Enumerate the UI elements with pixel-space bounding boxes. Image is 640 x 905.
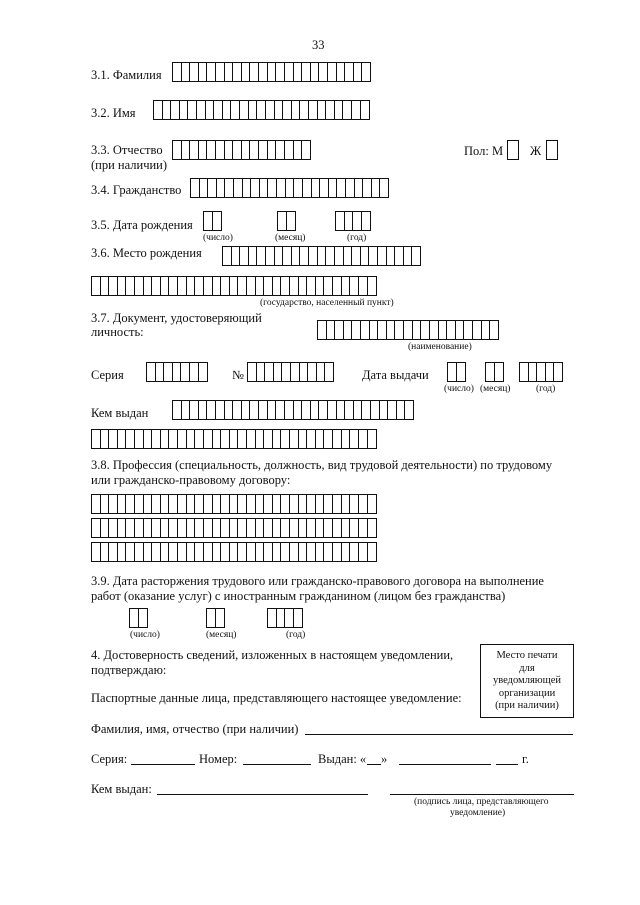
termination-label-1: 3.9. Дата расторжения трудового или гражданско-правового договора на выполнение [91, 574, 544, 588]
gender-label: Пол: М [464, 144, 504, 158]
fio-label: Фамилия, имя, отчество (при наличии) [91, 722, 299, 736]
id-issue-day-caption: (число) [444, 384, 474, 394]
id-series-label: Серия [91, 368, 124, 382]
stamp-place-box [480, 644, 574, 718]
id-issued-by-label: Кем выдан [91, 406, 149, 420]
character-cell[interactable] [404, 400, 414, 420]
character-cell[interactable] [212, 211, 222, 231]
citizenship-label: 3.4. Гражданство [91, 183, 182, 197]
id-document-label: 3.7. Документ, удостоверяющий [91, 311, 262, 325]
signer-series-line[interactable] [131, 764, 195, 765]
stamp-line: (при наличии) [495, 700, 559, 711]
citizenship-cells[interactable] [190, 178, 389, 198]
signature-caption-1: (подпись лица, представляющего [414, 797, 549, 807]
surname-label: 3.1. Фамилия [91, 68, 162, 82]
character-cell[interactable] [379, 178, 389, 198]
fio-line[interactable] [305, 734, 573, 735]
signer-quote-close: » [381, 752, 388, 766]
termination-day-cells[interactable] [129, 608, 148, 628]
birth-month-caption: (месяц) [275, 233, 306, 243]
confirmation-label-1: 4. Достоверность сведений, изложенных в настоящем уведомлении, [91, 648, 454, 662]
character-cell[interactable] [215, 608, 225, 628]
termination-year-cells[interactable] [267, 608, 303, 628]
character-cell[interactable] [489, 320, 499, 340]
patronymic-cells[interactable] [172, 140, 311, 160]
character-cell[interactable] [411, 246, 421, 266]
signer-issued-month-line[interactable] [399, 764, 491, 765]
profession-label-1: 3.8. Профессия (специальность, должность, вид трудовой деятельности) по трудовому [91, 458, 553, 472]
signer-number-line[interactable] [243, 764, 311, 765]
signature-caption-2: уведомление) [450, 808, 506, 818]
character-cell[interactable] [553, 362, 563, 382]
character-cell[interactable] [361, 211, 371, 231]
birth-place-cells-1[interactable] [222, 246, 421, 266]
passport-data-label: Паспортные данные лица, представляющего настоящее уведомление: [91, 691, 462, 705]
birth-month-cells[interactable] [277, 211, 296, 231]
page-number: 33 [312, 38, 325, 52]
stamp-line: для [519, 662, 535, 674]
id-issue-month-cells[interactable] [485, 362, 504, 382]
signer-issued-day-line[interactable] [367, 764, 381, 765]
birth-place-label: 3.6. Место рождения [91, 246, 202, 260]
profession-cells-3[interactable] [91, 542, 377, 562]
surname-cells[interactable] [172, 62, 371, 82]
signature-line[interactable] [390, 794, 574, 795]
id-series-cells[interactable] [146, 362, 208, 382]
gender-male-box[interactable] [507, 140, 519, 160]
stamp-line: уведомляющей [493, 675, 561, 686]
id-issue-day-cells[interactable] [447, 362, 466, 382]
character-cell[interactable] [360, 100, 370, 120]
birth-year-cells[interactable] [335, 211, 371, 231]
character-cell[interactable] [361, 62, 371, 82]
birth-day-cells[interactable] [203, 211, 222, 231]
termination-day-caption: (число) [130, 630, 160, 640]
id-issue-date-label: Дата выдачи [362, 368, 429, 382]
id-issue-year-cells[interactable] [519, 362, 563, 382]
id-issued-by-cells-2[interactable] [91, 429, 377, 449]
character-cell[interactable] [324, 362, 334, 382]
character-cell[interactable] [367, 518, 377, 538]
signer-issued-by-line[interactable] [157, 794, 368, 795]
id-issue-year-caption: (год) [536, 384, 556, 394]
signer-year-suffix: г. [522, 752, 529, 766]
id-number-label: № [232, 368, 244, 382]
birth-date-label: 3.5. Дата рождения [91, 218, 193, 232]
gender-female-label: Ж [530, 144, 542, 158]
character-cell[interactable] [494, 362, 504, 382]
id-document-name-cells[interactable] [317, 320, 499, 340]
character-cell[interactable] [367, 542, 377, 562]
patronymic-label-note: (при наличии) [91, 158, 168, 172]
signer-number-label: Номер: [199, 752, 238, 766]
birth-place-cells-2[interactable] [91, 276, 377, 296]
profession-label-2: или гражданско-правовому договору: [91, 473, 291, 487]
signer-issued-year-line[interactable] [496, 764, 518, 765]
signer-issued-label: Выдан: « [318, 752, 367, 766]
character-cell[interactable] [367, 494, 377, 514]
character-cell[interactable] [293, 608, 303, 628]
patronymic-label: 3.3. Отчество [91, 143, 163, 157]
id-document-label-2: личность: [91, 325, 144, 339]
profession-cells-1[interactable] [91, 494, 377, 514]
id-document-name-caption: (наименование) [408, 342, 472, 352]
id-issue-month-caption: (месяц) [480, 384, 511, 394]
termination-label-2: работ (оказание услуг) с иностранным гражданином (лицом без гражданства) [91, 589, 506, 603]
birth-place-caption: (государство, населенный пункт) [260, 298, 394, 308]
first-name-cells[interactable] [153, 100, 370, 120]
confirmation-label-2: подтверждаю: [91, 663, 167, 677]
gender-female-box[interactable] [546, 140, 558, 160]
birth-year-caption: (год) [347, 233, 367, 243]
character-cell[interactable] [367, 429, 377, 449]
id-issued-by-cells-1[interactable] [172, 400, 414, 420]
termination-month-cells[interactable] [206, 608, 225, 628]
signer-series-label: Серия: [91, 752, 128, 766]
birth-day-caption: (число) [203, 233, 233, 243]
character-cell[interactable] [301, 140, 311, 160]
character-cell[interactable] [286, 211, 296, 231]
termination-month-caption: (месяц) [206, 630, 237, 640]
signer-issued-by-label: Кем выдан: [91, 782, 152, 796]
character-cell[interactable] [138, 608, 148, 628]
character-cell[interactable] [456, 362, 466, 382]
stamp-line: организации [498, 687, 556, 699]
stamp-line: Место печати [496, 650, 558, 661]
id-number-cells[interactable] [247, 362, 334, 382]
profession-cells-2[interactable] [91, 518, 377, 538]
character-cell[interactable] [367, 276, 377, 296]
first-name-label: 3.2. Имя [91, 106, 136, 120]
termination-year-caption: (год) [286, 630, 306, 640]
character-cell[interactable] [198, 362, 208, 382]
